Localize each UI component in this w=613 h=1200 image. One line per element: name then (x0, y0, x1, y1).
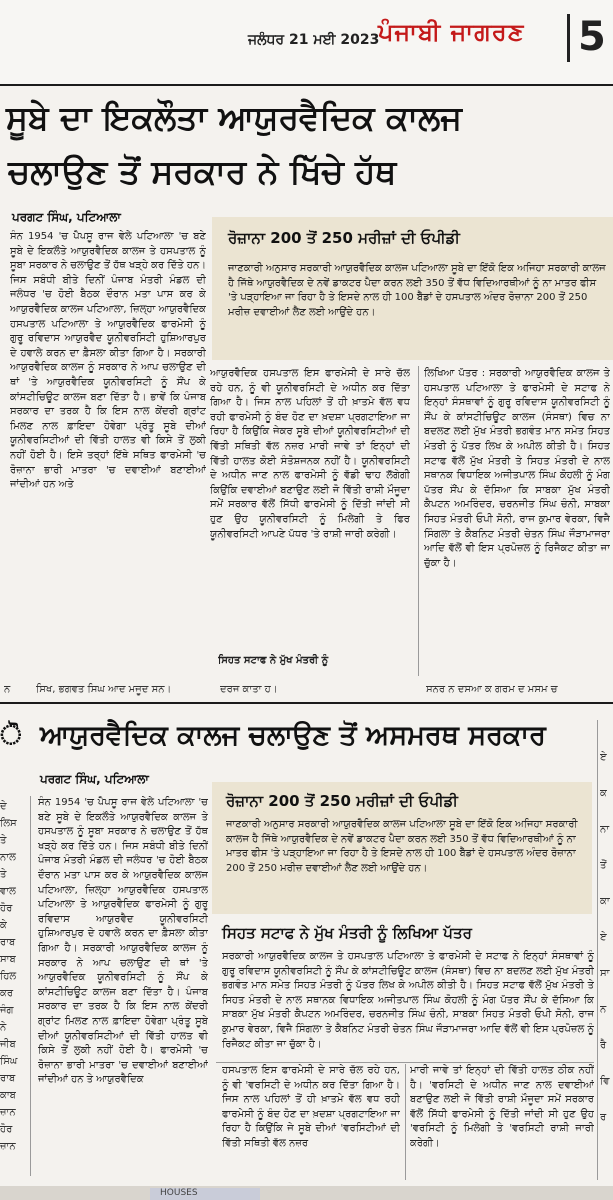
story2-subhead: ਸਿਹਤ ਸਟਾਫ ਨੇ ਮੁੱਖ ਮੰਤਰੀ ਨੂੰ ਲਿਖਿਆ ਪੱਤਰ (222, 924, 472, 942)
story2-byline: ਪਰਗਟ ਸਿੰਘ, ਪਟਿਆਲਾ (40, 772, 149, 786)
masthead-rule (0, 84, 613, 86)
page-number: 5 (578, 14, 606, 60)
story1-column-1: ਸੰਨ 1954 'ਚ ਪੈਪਸੂ ਰਾਜ ਵੇਲੇ ਪਟਿਆਲਾ 'ਚ ਬਣੇ ਸੂਬੇ ਦੇ ਇਕਲੌਤੇ ਆਯੁਰਵੈਦਿਕ ਕਾਲਜ ਤੇ ਹਸਪਤਾਲ ਨੂੰ ਸੂਬਾ ਸਰਕਾਰ ਨੇ ਚਲਾਉਣ ਤੋਂ ਹੱਥ ਖੜ੍ਹੇ ਕਰ ਦਿੱਤੇ ਹਨ। ਜਿਸ ਸਬੰਧੀ ਬੀਤੇ ਦਿਨੀਂ ਪੰਜਾਬ ਮੰਤਰੀ ਮੰਡਲ ਦੀ ਜਲੰਧਰ 'ਚ ਹੋਈ ਬੈਠਕ ਦੌਰਾਨ ਮਤਾ ਪਾਸ ਕਰ ਕੇ ਆਯੁਰਵੈਦਿਕ ਕਾਲਜ ਪਟਿਆਲਾ, ਜ਼ਿਲ੍ਹਾ ਆਯੁਰਵੈਦਿਕ ਹਸਪਤਾਲ ਪਟਿਆਲਾ ਤੇ ਆਯੁਰਵੈਦਿਕ ਫਾਰਮੇਸੀ ਨੂੰ ਗੁਰੂ ਰਵਿਦਾਸ ਆਯੁਰਵੈਦ ਯੂਨੀਵਰਸਿਟੀ ਹੁਸ਼ਿਆਰਪੁਰ ਦੇ ਹਵਾਲੇ ਕਰਨ ਦਾ ਫ਼ੈਸਲਾ ਕੀਤਾ ਗਿਆ ਹੈ। ਸਰਕਾਰੀ ਆਯੁਰਵੈਦਿਕ ਕਾਲਜ ਨੂੰ ਸਰਕਾਰ ਨੇ ਆਪ ਚਲਾਉਣ ਦੀ ਥਾਂ 'ਤੇ ਆਯੁਰਵੈਦਿਕ ਯੂਨੀਵਰਸਿਟੀ ਨੂੰ ਸੌਂਪ ਕੇ ਕਾਂਸਟੀਚਿਊਟ ਕਾਲਜ ਬਣਾ ਦਿੱਤਾ ਹੈ। ਭਾਵੇਂ ਕਿ ਪੰਜਾਬ ਸਰਕਾਰ ਦਾ ਤਰਕ ਹੈ ਕਿ ਇਸ ਨਾਲ ਕੇਂਦਰੀ ਗ੍ਰਾਂਟ ਮਿਲਣ ਨਾਲ ਫ਼ਾਇਦਾ ਹੋਵੇਗਾ ਪ੍ਰੰਤੂ ਸੂਬੇ ਦੀਆਂ ਯੂਨੀਵਰਸਿਟੀਆਂ ਦੀ ਵਿੱਤੀ ਹਾਲਤ ਵੀ ਕਿਸੇ ਤੋਂ ਲੁਕੀ ਨਹੀਂ ਹੋਈ ਹੈ। ਇਸੇ ਤਰ੍ਹਾਂ ਇੱਥੇ ਸਥਿਤ ਫਾਰਮੇਸੀ 'ਚ ਰੋਜ਼ਾਨਾ ਭਾਰੀ ਮਾਤਰਾ 'ਚ ਦਵਾਈਆਂ ਬਣਾਈਆਂ ਜਾਂਦੀਆਂ ਹਨ ਅਤੇ (10, 231, 206, 491)
story1-byline: ਪਰਗਟ ਸਿੰਘ, ਪਟਿਆਲਾ (12, 210, 121, 224)
story1-footer-fragment: ਸਿਖ, ਭਗਵਤ ਸਿਘ ਆਦ ਮਜੂਦ ਸਨ। (36, 684, 172, 695)
column-divider (418, 366, 419, 676)
story2-headline: ਆਯੁਰਵੈਦਿਕ ਕਾਲਜ ਚਲਾਉਣ ਤੋਂ ਅਸਮਰਥ ਸਰਕਾਰ (40, 720, 546, 751)
story1-column-2: ਆਯੁਰਵੈਦਿਕ ਹਸਪਤਾਲ ਇਸ ਫਾਰਮੇਸੀ ਦੇ ਸਾਰੇ ਚੱਲ ਰਹੇ ਹਨ, ਨੂੰ ਵੀ ਯੂਨੀਵਰਸਿਟੀ ਦੇ ਅਧੀਨ ਕਰ ਦਿੱਤਾ ਗਿਆ ਹੈ। ਜਿਸ ਨਾਲ ਪਹਿਲਾਂ ਤੋਂ ਹੀ ਖ਼ਾਤਮੇ ਵੱਲ ਵਧ ਰਹੀ ਫਾਰਮੇਸੀ ਨੂੰ ਬੰਦ ਹੋਣ ਦਾ ਖ਼ਦਸ਼ਾ ਪ੍ਰਗਟਾਇਆ ਜਾ ਰਿਹਾ ਹੈ ਕਿਉਂਕਿ ਜੇਕਰ ਸੂਬੇ ਦੀਆਂ ਯੂਨੀਵਰਸਿਟੀਆਂ ਦੀ ਵਿੱਤੀ ਸਥਿਤੀ ਵੱਲ ਨਜ਼ਰ ਮਾਰੀ ਜਾਵੇ ਤਾਂ ਇਨ੍ਹਾਂ ਦੀ ਵਿੱਤੀ ਹਾਲਤ ਕੋਈ ਸੰਤੋਸ਼ਜਨਕ ਨਹੀਂ ਹੈ। ਯੂਨੀਵਰਸਿਟੀ ਦੇ ਅਧੀਨ ਜਾਣ ਨਾਲ ਫਾਰਮੇਸੀ ਨੂੰ ਵੱਡੀ ਢਾਹ ਲੱਗੇਗੀ ਕਿਉਂਕਿ ਦਵਾਈਆਂ ਬਣਾਉਣ ਲਈ ਜੋ ਵਿੱਤੀ ਰਾਸ਼ੀ ਮੌਜੂਦਾ ਸਮੇਂ ਸਰਕਾਰ ਵੱਲੋਂ ਸਿੱਧੀ ਫਾਰਮੇਸੀ ਨੂੰ ਦਿੱਤੀ ਜਾਂਦੀ ਸੀ ਹੁਣ ਉਹ ਯੂਨੀਵਰਸਿਟੀ ਨੂੰ ਮਿਲੇਗੀ ਤੇ ਫਿਰ ਯੂਨੀਵਰਸਿਟੀ ਆਪਣੇ ਪੱਧਰ 'ਤੇ ਰਾਸ਼ੀ ਜਾਰੀ ਕਰੇਗੀ। (210, 368, 410, 540)
story1-column-2-subhead: ਸਿਹਤ ਸਟਾਫ ਨੇ ਮੁੱਖ ਮੰਤਰੀ ਨੂੰ (218, 655, 329, 666)
story1-headline-line1: ਸੂਬੇ ਦਾ ਇਕਲੌਤਾ ਆਯੁਰਵੈਦਿਕ ਕਾਲਜ (6, 98, 462, 137)
story1-footer-fragment-2: ਦਰਜ ਕਾਤਾ ਹ। (220, 684, 278, 695)
column-divider (597, 720, 598, 1180)
story2-column-1: ਸੰਨ 1954 'ਚ ਪੈਪਸੂ ਰਾਜ ਵੇਲੇ ਪਟਿਆਲਾ 'ਚ ਬਣੇ ਸੂਬੇ ਦੇ ਇਕਲੌਤੇ ਆਯੁਰਵੈਦਿਕ ਕਾਲਜ ਤੇ ਹਸਪਤਾਲ ਨੂੰ ਸੂਬਾ ਸਰਕਾਰ ਨੇ ਚਲਾਉਣ ਤੋਂ ਹੱਥ ਖੜ੍ਹੇ ਕਰ ਦਿੱਤੇ ਹਨ। ਜਿਸ ਸਬੰਧੀ ਬੀਤੇ ਦਿਨੀਂ ਪੰਜਾਬ ਮੰਤਰੀ ਮੰਡਲ ਦੀ ਜਲੰਧਰ 'ਚ ਹੋਈ ਬੈਠਕ ਦੌਰਾਨ ਮਤਾ ਪਾਸ ਕਰ ਕੇ ਆਯੁਰਵੈਦਿਕ ਕਾਲਜ ਪਟਿਆਲਾ, ਜ਼ਿਲ੍ਹਾ ਆਯੁਰਵੈਦਿਕ ਹਸਪਤਾਲ ਪਟਿਆਲਾ ਤੇ ਆਯੁਰਵੈਦਿਕ ਫਾਰਮੇਸੀ ਨੂੰ ਗੁਰੂ ਰਵਿਦਾਸ ਆਯੁਰਵੈਦ ਯੂਨੀਵਰਸਿਟੀ ਹੁਸ਼ਿਆਰਪੁਰ ਦੇ ਹਵਾਲੇ ਕਰਨ ਦਾ ਫ਼ੈਸਲਾ ਕੀਤਾ ਗਿਆ ਹੈ। ਸਰਕਾਰੀ ਆਯੁਰਵੈਦਿਕ ਕਾਲਜ ਨੂੰ ਸਰਕਾਰ ਨੇ ਆਪ ਚਲਾਉਣ ਦੀ ਥਾਂ 'ਤੇ ਆਯੁਰਵੈਦਿਕ ਯੂਨੀਵਰਸਿਟੀ ਨੂੰ ਸੌਂਪ ਕੇ ਕਾਂਸਟੀਚਿਊਟ ਕਾਲਜ ਬਣਾ ਦਿੱਤਾ ਹੈ। ਪੰਜਾਬ ਸਰਕਾਰ ਦਾ ਤਰਕ ਹੈ ਕਿ ਇਸ ਨਾਲ ਕੇਂਦਰੀ ਗ੍ਰਾਂਟ ਮਿਲਣ ਨਾਲ ਫ਼ਾਇਦਾ ਹੋਵੇਗਾ ਪ੍ਰੰਤੂ ਸੂਬੇ ਦੀਆਂ ਯੂਨੀਵਰਸਿਟੀਆਂ ਦੀ ਵਿੱਤੀ ਹਾਲਤ ਵੀ ਕਿਸੇ ਤੋਂ ਲੁਕੀ ਨਹੀਂ ਹੋਈ ਹੈ। ਫਾਰਮੇਸੀ 'ਚ ਰੋਜ਼ਾਨਾ ਭਾਰੀ ਮਾਤਰਾ 'ਚ ਦਵਾਈਆਂ ਬਣਾਈਆਂ ਜਾਂਦੀਆਂ ਹਨ ਤੇ ਆਯੁਰਵੈਦਿਕ (38, 797, 208, 1086)
bottom-strip (0, 1186, 613, 1200)
masthead-divider (567, 14, 570, 62)
story1-box-title: ਰੋਜ਼ਾਨਾ 200 ਤੋਂ 250 ਮਰੀਜ਼ਾਂ ਦੀ ਓਪੀਡੀ (228, 229, 460, 247)
story1-box-text: ਜਾਣਕਾਰੀ ਅਨੁਸਾਰ ਸਰਕਾਰੀ ਆਯੁਰਵੈਦਿਕ ਕਾਲਜ ਪਟਿਆਲਾ ਸੂਬੇ ਦਾ ਇੱਕੋ ਇਕ ਅਜਿਹਾ ਸਰਕਾਰੀ ਕਾਲਜ ਹੈ ਜਿੱਥੇ ਆਯੁਰਵੈਦਿਕ ਦੇ ਨਵੇਂ ਡਾਕਟਰ ਪੈਦਾ ਕਰਨ ਲਈ 350 ਤੋਂ ਵੱਧ ਵਿਦਿਆਰਥੀਆਂ ਨੂੰ ਨਾ ਮਾਤਰ ਫੀਸ 'ਤੇ ਪੜ੍ਹਾਇਆ ਜਾ ਰਿਹਾ ਹੈ ਤੇ ਇਸਦੇ ਨਾਲ ਹੀ 100 ਬੈੱਡਾਂ ਦੇ ਹਸਪਤਾਲ ਅੰਦਰ ਰੋਜ਼ਾਨਾ 200 ਤੋਂ 250 ਮਰੀਜ਼ ਦਵਾਈਆਂ ਲੈਣ ਲਈ ਆਉਂਦੇ ਹਨ। (228, 263, 606, 318)
masthead-date: ਜਲੰਧਰ 21 ਮਈ 2023 (248, 32, 380, 48)
story1-column-3: ਲਿਖਿਆ ਪੱਤਰ : ਸਰਕਾਰੀ ਆਯੁਰਵੈਦਿਕ ਕਾਲਜ ਤੇ ਹਸਪਤਾਲ ਪਟਿਆਲਾ ਤੇ ਫਾਰਮੇਸੀ ਦੇ ਸਟਾਫ ਨੇ ਇਨ੍ਹਾਂ ਸੰਸਥਾਵਾਂ ਨੂੰ ਗੁਰੂ ਰਵਿਦਾਸ ਯੂਨੀਵਰਸਿਟੀ ਨੂੰ ਸੌਂਪ ਕੇ ਕਾਂਸਟੀਚਿਊਟ ਕਾਲਜ (ਸੰਸਥਾ) ਵਿਚ ਨਾ ਬਦਲਣ ਲਈ ਮੁੱਖ ਮੰਤਰੀ ਭਗਵੰਤ ਮਾਨ ਸਮੇਤ ਸਿਹਤ ਮੰਤਰੀ ਨੂੰ ਪੱਤਰ ਲਿਖ ਕੇ ਅਪੀਲ ਕੀਤੀ ਹੈ। ਸਿਹਤ ਸਟਾਫ ਵੱਲੋਂ ਮੁੱਖ ਮੰਤਰੀ ਤੇ ਸਿਹਤ ਮੰਤਰੀ ਦੇ ਨਾਲ ਸਥਾਨਕ ਵਿਧਾਇਕ ਅਜੀਤਪਾਲ ਸਿੰਘ ਕੋਹਲੀ ਨੂੰ ਮੰਗ ਪੱਤਰ ਸੌਂਪ ਕੇ ਦੱਸਿਆ ਕਿ ਸਾਬਕਾ ਮੁੱਖ ਮੰਤਰੀ ਕੈਪਟਨ ਅਮਰਿੰਦਰ, ਚਰਨਜੀਤ ਸਿੰਘ ਚੰਨੀ, ਸਾਬਕਾ ਸਿਹਤ ਮੰਤਰੀ ਓਪੀ ਸੋਨੀ, ਰਾਜ ਕੁਮਾਰ ਵੇਰਕਾ, ਵਿਜੈ ਸਿੰਗਲਾ ਤੇ ਕੈਬਨਿਟ ਮੰਤਰੀ ਚੇਤਨ ਸਿੰਘ ਜੌੜਾਮਾਜਰਾ ਆਦਿ ਵੱਲੋਂ ਵੀ ਇਸ ਪ੍ਰਪੋਜ਼ਲ ਨੂੰ ਰਿਜੈਕਟ ਕੀਤਾ ਜਾ ਚੁੱਕਾ ਹੈ। (424, 368, 610, 569)
column-divider (30, 796, 31, 1176)
story2-column-2: ਹਸਪਤਾਲ ਇਸ ਫਾਰਮੇਸੀ ਦੇ ਸਾਰੇ ਚੱਲ ਰਹੇ ਹਨ, ਨੂੰ ਵੀ 'ਵਰਸਿਟੀ ਦੇ ਅਧੀਨ ਕਰ ਦਿੱਤਾ ਗਿਆ ਹੈ। ਜਿਸ ਨਾਲ ਪਹਿਲਾਂ ਤੋਂ ਹੀ ਖ਼ਾਤਮੇ ਵੱਲ ਵਧ ਰਹੀ ਫਾਰਮੇਸੀ ਨੂੰ ਬੰਦ ਹੋਣ ਦਾ ਖ਼ਦਸ਼ਾ ਪ੍ਰਗਟਾਇਆ ਜਾ ਰਿਹਾ ਹੈ ਕਿਉਂਕਿ ਜੇ ਸੂਬੇ ਦੀਆਂ 'ਵਰਸਿਟੀਆਂ ਦੀ ਵਿੱਤੀ ਸਥਿਤੀ ਵੱਲ ਨਜ਼ਰ (222, 1065, 400, 1149)
bottom-advert-text: HOUSES (160, 1188, 198, 1198)
right-column-fragment: ਏ ਕ ਨਾ ਤੋਂ ਕਾ ਏ ਸਾ ਨ ਰੈ ਵਿ ਰ (600, 752, 610, 1123)
story1-headline-line2: ਚਲਾਉਣ ਤੋਂ ਸਰਕਾਰ ਨੇ ਖਿੱਚੇ ਹੱਥ (8, 152, 397, 191)
story2-column-3: ਮਾਰੀ ਜਾਵੇ ਤਾਂ ਇਨ੍ਹਾਂ ਦੀ ਵਿੱਤੀ ਹਾਲਤ ਠੀਕ ਨਹੀਂ ਹੈ। 'ਵਰਸਿਟੀ ਦੇ ਅਧੀਨ ਜਾਣ ਨਾਲ ਦਵਾਈਆਂ ਬਣਾਉਣ ਲਈ ਜੋ ਵਿੱਤੀ ਰਾਸ਼ੀ ਮੌਜੂਦਾ ਸਮੇਂ ਸਰਕਾਰ ਵੱਲੋਂ ਸਿੱਧੀ ਫਾਰਮੇਸੀ ਨੂੰ ਦਿੱਤੀ ਜਾਂਦੀ ਸੀ ਹੁਣ ਉਹ 'ਵਰਸਿਟੀ ਨੂੰ ਮਿਲੇਗੀ ਤੇ 'ਵਰਸਿਟੀ ਰਾਸ਼ੀ ਜਾਰੀ ਕਰੇਗੀ। (410, 1065, 594, 1149)
left-column-fragment: ਦੇ ਲਿਸ ਤੇ ਨਾਲ ਤੇ ਵਾਲ ਹੋਰ ਕੇ ਰਾਬ ਸਾਬ ਹਿਲ ਕਰ ਜੰਗ ਨੇ ਜੀਬ ਸਿੰਘ ਰਾਬ ਕਾਬ ਜ਼ਾਨ ਹੋਰ ਜ਼ਾਨ (0, 801, 18, 1152)
story2-subhead-text: ਸਰਕਾਰੀ ਆਯੁਰਵੈਦਿਕ ਕਾਲਜ ਤੇ ਹਸਪਤਾਲ ਪਟਿਆਲਾ ਤੇ ਫਾਰਮੇਸੀ ਦੇ ਸਟਾਫ ਨੇ ਇਨ੍ਹਾਂ ਸੰਸਥਾਵਾਂ ਨੂੰ ਗੁਰੂ ਰਵਿਦਾਸ ਯੂਨੀਵਰਸਿਟੀ ਨੂੰ ਸੌਂਪ ਕੇ ਕਾਂਸਟੀਚਿਊਟ ਕਾਲਜ (ਸੰਸਥਾ) ਵਿਚ ਨਾ ਬਦਲਣ ਲਈ ਮੁੱਖ ਮੰਤਰੀ ਭਗਵੰਤ ਮਾਨ ਸਮੇਤ ਸਿਹਤ ਮੰਤਰੀ ਨੂੰ ਪੱਤਰ ਲਿਖ ਕੇ ਅਪੀਲ ਕੀਤੀ ਹੈ। ਸਿਹਤ ਸਟਾਫ ਵੱਲੋਂ ਮੁੱਖ ਮੰਤਰੀ ਤੇ ਸਿਹਤ ਮੰਤਰੀ ਦੇ ਨਾਲ ਸਥਾਨਕ ਵਿਧਾਇਕ ਅਜੀਤਪਾਲ ਸਿੰਘ ਕੋਹਲੀ ਨੂੰ ਮੰਗ ਪੱਤਰ ਸੌਂਪ ਕੇ ਦੱਸਿਆ ਕਿ ਸਾਬਕਾ ਮੁੱਖ ਮੰਤਰੀ ਕੈਪਟਨ ਅਮਰਿੰਦਰ, ਚਰਨਜੀਤ ਸਿੰਘ ਚੰਨੀ, ਸਾਬਕਾ ਸਿਹਤ ਮੰਤਰੀ ਓਪੀ ਸੋਨੀ, ਰਾਜ ਕੁਮਾਰ ਵੇਰਕਾ, ਵਿਜੈ ਸਿੰਗਲਾ ਤੇ ਕੈਬਨਿਟ ਮੰਤਰੀ ਚੇਤਨ ਸਿੰਘ ਜੌੜਾਮਾਜਰਾ ਆਦਿ ਵੱਲੋਂ ਵੀ ਇਸ ਪ੍ਰਪੋਜ਼ਲ ਨੂੰ ਰਿਜੈਕਟ ਕੀਤਾ ਜਾ ਚੁੱਕਾ ਹੈ। (222, 951, 594, 1050)
left-footer-fragment: ਨ (4, 684, 11, 695)
section-rule (0, 702, 613, 704)
story2-box-title: ਰੋਜ਼ਾਨਾ 200 ਤੋਂ 250 ਮਰੀਜ਼ਾਂ ਦੀ ਓਪੀਡੀ (226, 792, 458, 810)
story1-footer-fragment-3: ਸਨਰ ਨ ਦਸਆ ਕ ਗਰਮ ਦ ਮਸਮ ਚ (426, 684, 558, 695)
column-divider (405, 1064, 406, 1180)
newspaper-name: ਪੰਜਾਬੀ ਜਾਗਰਣ (378, 18, 525, 46)
section-divider (216, 1062, 594, 1063)
story2-left-fragment-head: ੋ (0, 720, 22, 751)
story2-box-text: ਜਾਣਕਾਰੀ ਅਨੁਸਾਰ ਸਰਕਾਰੀ ਆਯੁਰਵੈਦਿਕ ਕਾਲਜ ਪਟਿਆਲਾ ਸੂਬੇ ਦਾ ਇੱਕੋ ਇਕ ਅਜਿਹਾ ਸਰਕਾਰੀ ਕਾਲਜ ਹੈ ਜਿੱਥੇ ਆਯੁਰਵੈਦਿਕ ਦੇ ਨਵੇਂ ਡਾਕਟਰ ਪੈਦਾ ਕਰਨ ਲਈ 350 ਤੋਂ ਵੱਧ ਵਿਦਿਆਰਥੀਆਂ ਨੂੰ ਨਾ ਮਾਤਰ ਫੀਸ 'ਤੇ ਪੜ੍ਹਾਇਆ ਜਾ ਰਿਹਾ ਹੈ ਤੇ ਇਸਦੇ ਨਾਲ ਹੀ 100 ਬੈੱਡਾਂ ਦੇ ਹਸਪਤਾਲ ਅੰਦਰ ਰੋਜ਼ਾਨਾ 200 ਤੋਂ 250 ਮਰੀਜ਼ ਦਵਾਈਆਂ ਲੈਣ ਲਈ ਆਉਂਦੇ ਹਨ। (226, 819, 578, 874)
